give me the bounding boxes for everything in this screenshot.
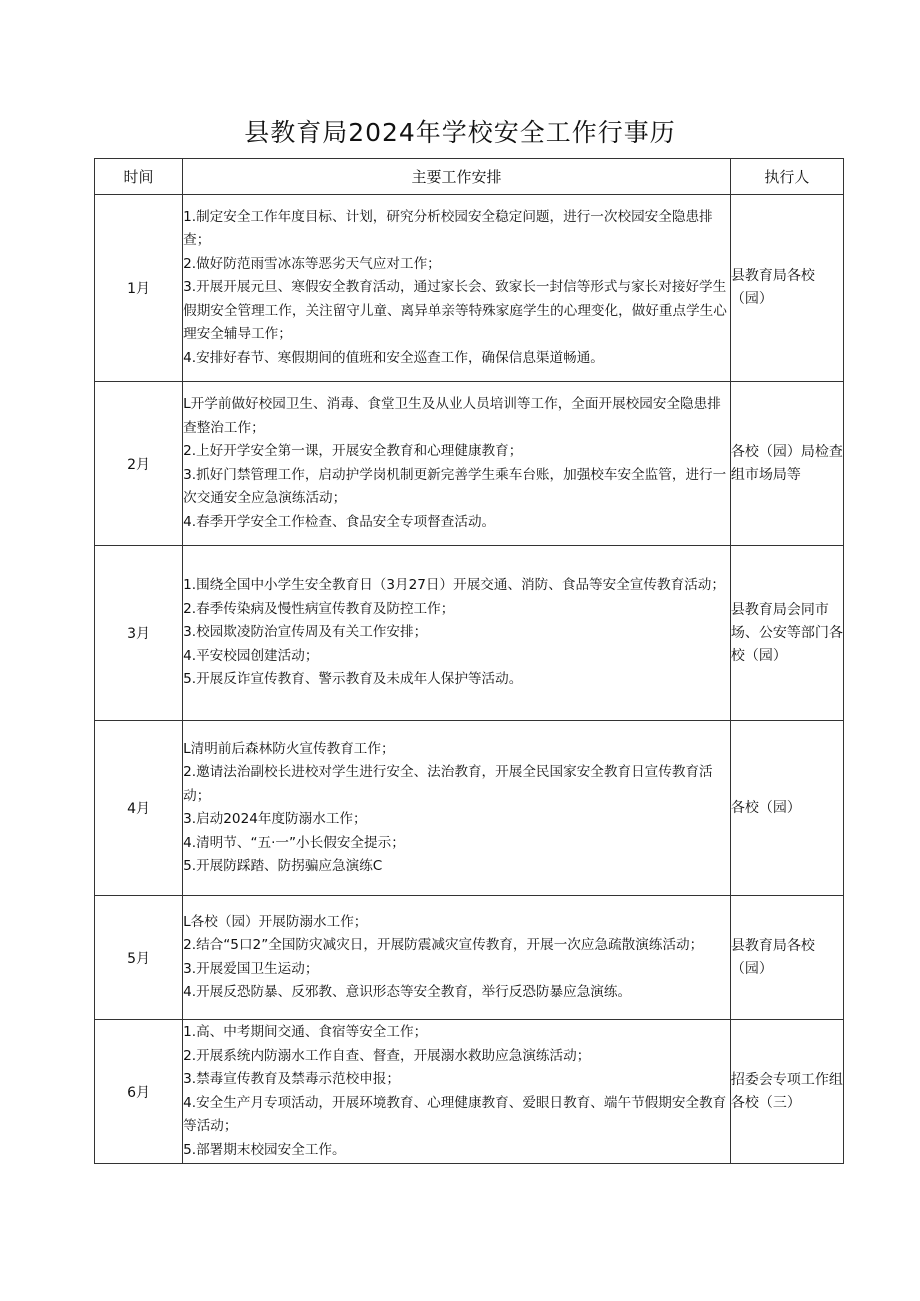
task-item: 4.开展反恐防暴、反邪教、意识形态等安全教育，举行反恐防暴应急演练。 bbox=[183, 984, 632, 1000]
task-item: 1.高、中考期间交通、食宿等安全工作； bbox=[183, 1024, 428, 1040]
tasks-cell bbox=[183, 1020, 731, 1164]
task-item: 3.开展开展元旦、寒假安全教育活动，通过家长会、致家长一封信等形式与家长对接好学生假期安全管理工作，关注留守儿童、离异单亲等特殊家庭学生的心理变化，做好重点学生心理安全辅导工作； bbox=[183, 279, 727, 343]
tasks-cell bbox=[183, 896, 731, 1020]
executor-cell: 招委会专项工作组各校（三） bbox=[730, 1020, 843, 1164]
month-cell: 1月 bbox=[95, 195, 183, 382]
tasks-cell bbox=[183, 195, 731, 382]
tasks-cell bbox=[183, 382, 731, 546]
month-cell: 2月 bbox=[95, 382, 183, 546]
task-item: 2.春季传染病及慢性病宣传教育及防控工作； bbox=[183, 600, 455, 617]
table-row bbox=[95, 382, 844, 546]
tasks-cell bbox=[183, 546, 731, 721]
task-item: 5.开展反诈宣传教育、警示教育及未成年人保护等活动。 bbox=[183, 671, 523, 688]
header-executor: 执行人 bbox=[730, 159, 843, 195]
task-item: 4.安全生产月专项活动，开展环境教育、心理健康教育、爱眼日教育、端午节假期安全教育等活动； bbox=[183, 1094, 727, 1134]
task-item: 5.开展防踩踏、防拐骗应急演练C bbox=[183, 858, 383, 874]
task-item: 2.结合“5口2”全国防灾减灾日，开展防震减灾宣传教育，开展一次应急疏散演练活动； bbox=[183, 937, 704, 953]
executor-cell: 各校（园） bbox=[730, 721, 843, 896]
task-item: 3.校园欺凌防治宣传周及有关工作安排； bbox=[183, 624, 428, 641]
task-item: 3.禁毒宣传教育及禁毒示范校申报； bbox=[183, 1071, 400, 1087]
executor-cell: 县教育局各校（园） bbox=[730, 195, 843, 382]
task-item: 4.清明节、“五·一”小长假安全提示； bbox=[183, 834, 405, 851]
executor-cell: 县教育局会同市场、公安等部门各校（园） bbox=[730, 546, 843, 721]
month-cell: 4月 bbox=[95, 721, 183, 896]
tasks-cell bbox=[183, 721, 731, 896]
task-item: 3.开展爱国卫生运动； bbox=[183, 960, 319, 977]
task-item: 5.部署期末校园安全工作。 bbox=[183, 1141, 346, 1158]
table-row bbox=[95, 1020, 844, 1164]
table-row bbox=[95, 195, 844, 382]
task-item: 3.启动2024年度防溺水工作； bbox=[183, 811, 367, 827]
header-tasks: 主要工作安排 bbox=[183, 159, 731, 195]
task-item: 2.开展系统内防溺水工作自查、督查，开展溺水救助应急演练活动； bbox=[183, 1047, 591, 1064]
task-item: 4.平安校园创建活动； bbox=[183, 647, 319, 664]
month-cell: 3月 bbox=[95, 546, 183, 721]
executor-cell: 县教育局各校（园） bbox=[730, 896, 843, 1020]
task-item: 2.邀请法治副校长进校对学生进行安全、法治教育，开展全民国家安全教育日宣传教育活动； bbox=[183, 764, 713, 804]
header-time: 时间 bbox=[95, 159, 183, 195]
task-item: 4.春季开学安全工作检查、食品安全专项督查活动。 bbox=[183, 513, 496, 530]
task-item: 2.上好开学安全第一课，开展安全教育和心理健康教育； bbox=[183, 443, 523, 459]
table-header-row bbox=[95, 159, 844, 195]
safety-schedule-table bbox=[94, 158, 844, 1164]
task-item: 1.制定安全工作年度目标、计划，研究分析校园安全稳定问题，进行一次校园安全隐患排查； bbox=[183, 208, 713, 249]
executor-cell: 各校（园）局检查组市场局等 bbox=[730, 382, 843, 546]
month-cell: 5月 bbox=[95, 896, 183, 1020]
month-cell: 6月 bbox=[95, 1020, 183, 1164]
task-item: 1.围绕全国中小学生安全教育日（3月27日）开展交通、消防、食品等安全宣传教育活动； bbox=[183, 577, 725, 594]
task-item: L各校（园）开展防溺水工作； bbox=[183, 913, 368, 930]
task-item: L清明前后森林防火宣传教育工作； bbox=[183, 740, 395, 757]
document-title: 县教育局2024年学校安全工作行事历 bbox=[244, 118, 676, 147]
task-item: 2.做好防范雨雪冰冻等恶劣天气应对工作； bbox=[183, 255, 441, 272]
table-row bbox=[95, 896, 844, 1020]
table-row bbox=[95, 721, 844, 896]
task-item: L开学前做好校园卫生、消毒、食堂卫生及从业人员培训等工作，全面开展校园安全隐患排查整治工作； bbox=[183, 396, 721, 436]
task-item: 4.安排好春节、寒假期间的值班和安全巡查工作，确保信息渠道畅通。 bbox=[183, 349, 604, 366]
task-item: 3.抓好门禁管理工作，启动护学岗机制更新完善学生乘车台账，加强校车安全监管，进行一次交通安全应急演练活动； bbox=[183, 466, 727, 506]
table-row bbox=[95, 546, 844, 721]
